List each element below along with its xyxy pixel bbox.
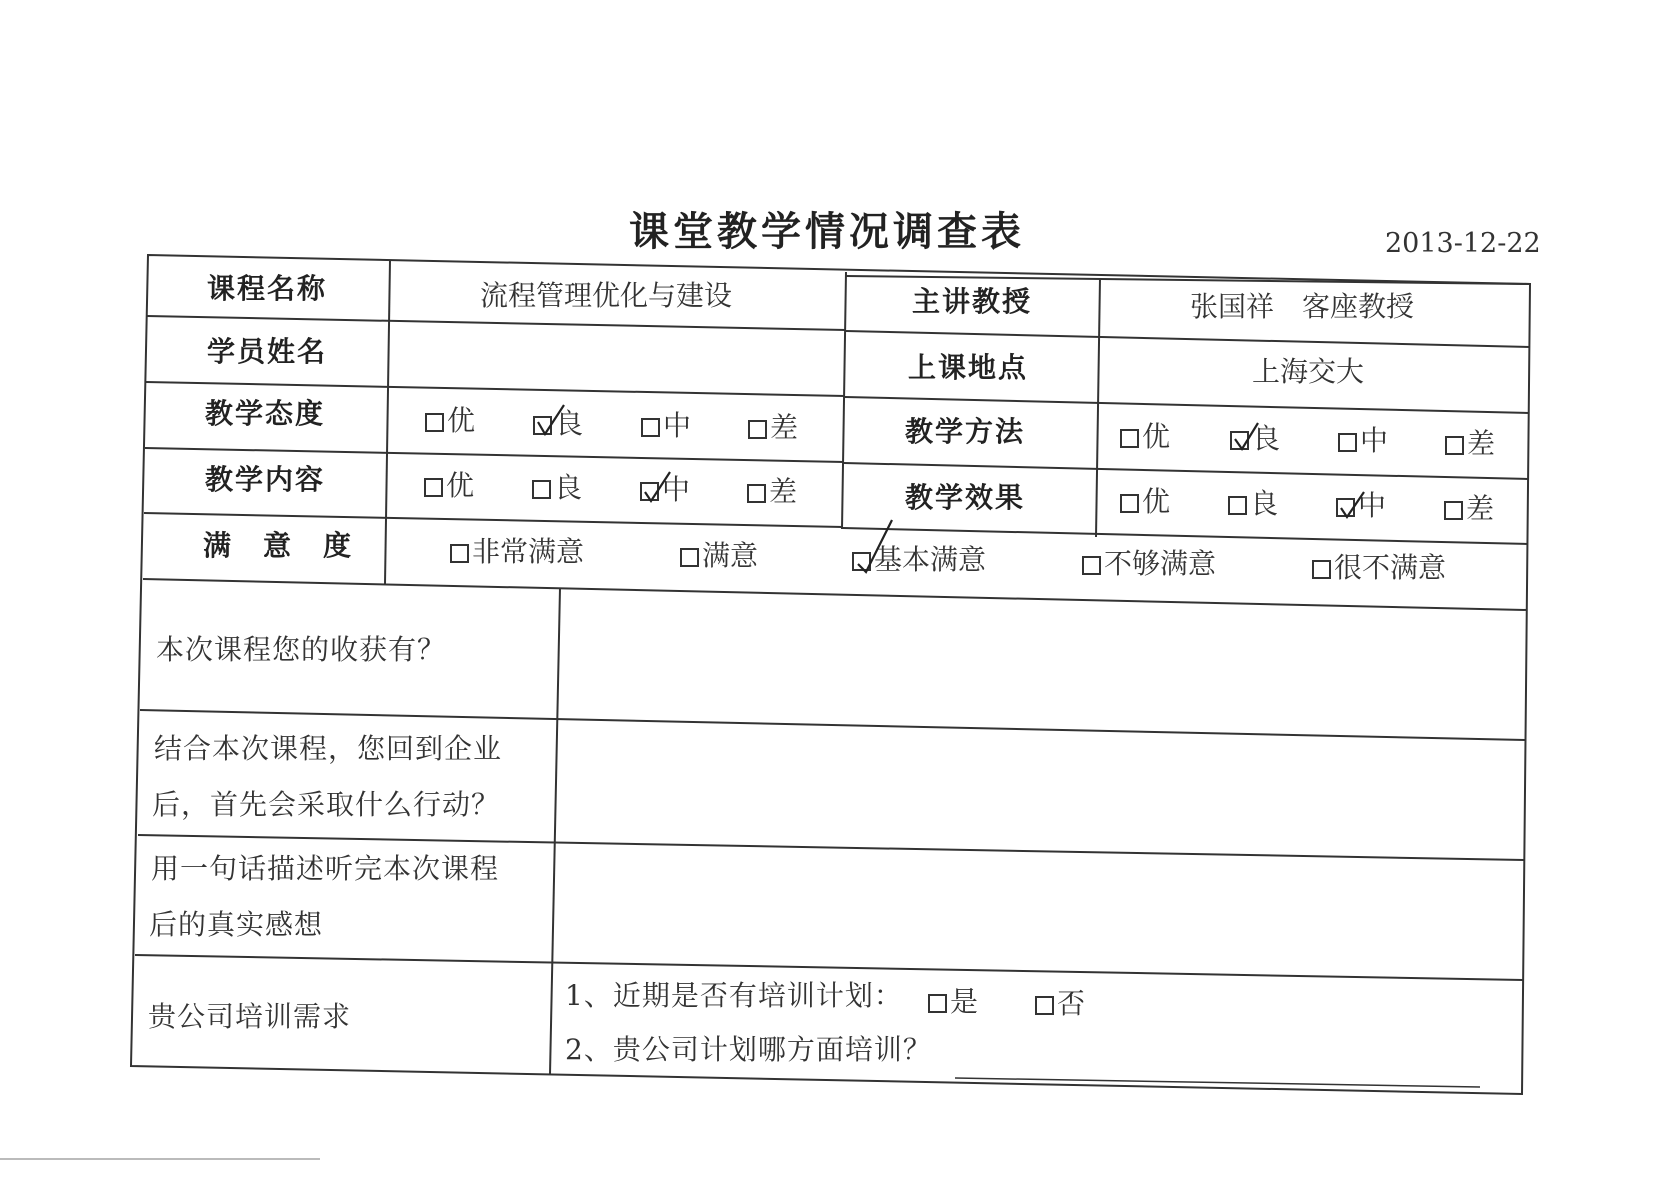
satisfaction-option-1[interactable]: 非常满意 <box>450 538 584 566</box>
effect-label: 教学效果 <box>905 481 1026 514</box>
checkbox-icon[interactable] <box>1445 436 1464 455</box>
form-title: 课堂教学情况调查表 <box>629 209 1025 255</box>
checked-checkbox-icon[interactable] <box>852 552 871 571</box>
method-option-1[interactable]: 优 <box>1120 423 1170 451</box>
effect-option-2[interactable]: 良 <box>1228 490 1278 518</box>
satisfaction-option-3[interactable]: 基本满意 <box>852 546 986 574</box>
checkmark-icon <box>537 404 567 440</box>
checkmark-icon <box>1340 486 1370 522</box>
checkbox-icon[interactable] <box>425 413 444 432</box>
method-option-3[interactable]: 中 <box>1338 427 1388 455</box>
location-value: 上海交大 <box>1252 355 1365 388</box>
training-item-2: 2、贵公司计划哪方面培训？ <box>565 1033 932 1066</box>
checked-checkbox-icon[interactable] <box>640 482 659 501</box>
lecturer-label: 主讲教授 <box>912 285 1033 318</box>
attitude-option-4[interactable]: 差 <box>748 414 798 442</box>
question-action-line1: 结合本次课程，您回到企业 <box>154 732 503 765</box>
question-action-line2: 后，首先会采取什么行动？ <box>152 788 501 821</box>
checkbox-icon[interactable] <box>1228 496 1247 515</box>
question-training: 贵公司培训需求 <box>148 1000 352 1033</box>
student-name-label: 学员姓名 <box>207 335 328 368</box>
method-option-2[interactable]: 良 <box>1230 425 1280 453</box>
checkbox-icon[interactable] <box>1312 560 1331 579</box>
checkbox-icon[interactable] <box>1338 433 1357 452</box>
checkbox-icon[interactable] <box>641 418 660 437</box>
checkbox-icon[interactable] <box>1082 556 1101 575</box>
course-name-value: 流程管理优化与建设 <box>480 279 733 312</box>
checkbox-icon[interactable] <box>424 478 443 497</box>
lecturer-value: 张国祥 客座教授 <box>1190 290 1415 323</box>
checkbox-icon[interactable] <box>1444 501 1463 520</box>
effect-option-3[interactable]: 中 <box>1336 492 1386 520</box>
method-option-4[interactable]: 差 <box>1445 430 1495 458</box>
checkbox-icon[interactable] <box>928 994 947 1013</box>
question-gains: 本次课程您的收获有？ <box>156 633 447 666</box>
training-item-1: 1、近期是否有培训计划： <box>565 979 903 1012</box>
effect-option-1[interactable]: 优 <box>1120 488 1170 516</box>
checkmark-icon <box>856 540 886 576</box>
checkbox-icon[interactable] <box>748 420 767 439</box>
content-option-3[interactable]: 中 <box>640 476 690 504</box>
checkbox-icon[interactable] <box>1120 494 1139 513</box>
satisfaction-option-2[interactable]: 满意 <box>680 542 758 570</box>
checkbox-icon[interactable] <box>680 548 699 567</box>
training-option-no[interactable]: 否 <box>1035 990 1085 1018</box>
question-feeling-line1: 用一句话描述听完本次课程 <box>151 852 500 885</box>
training-option-yes[interactable]: 是 <box>928 988 978 1016</box>
checked-checkbox-icon[interactable] <box>1336 498 1355 517</box>
attitude-option-2[interactable]: 良 <box>533 410 583 438</box>
checkbox-icon[interactable] <box>1035 996 1054 1015</box>
checkbox-icon[interactable] <box>532 480 551 499</box>
satisfaction-label: 满 意 度 <box>203 529 354 562</box>
checkbox-icon[interactable] <box>747 484 766 503</box>
content-option-4[interactable]: 差 <box>747 478 797 506</box>
content-option-1[interactable]: 优 <box>424 472 474 500</box>
attitude-option-3[interactable]: 中 <box>641 412 691 440</box>
checkmark-icon <box>644 470 674 506</box>
course-name-label: 课程名称 <box>207 272 328 305</box>
satisfaction-option-4[interactable]: 不够满意 <box>1082 550 1216 578</box>
method-label: 教学方法 <box>905 415 1026 448</box>
checkmark-icon <box>1234 419 1264 455</box>
checked-checkbox-icon[interactable] <box>533 416 552 435</box>
checked-checkbox-icon[interactable] <box>1230 431 1249 450</box>
location-label: 上课地点 <box>908 351 1029 384</box>
attitude-option-1[interactable]: 优 <box>425 407 475 435</box>
content-label: 教学内容 <box>205 463 326 496</box>
form-date: 2013-12-22 <box>1385 228 1541 259</box>
question-feeling-line2: 后的真实感想 <box>149 908 324 941</box>
checkbox-icon[interactable] <box>1120 429 1139 448</box>
effect-option-4[interactable]: 差 <box>1444 495 1494 523</box>
attitude-label: 教学态度 <box>205 397 326 430</box>
content-option-2[interactable]: 良 <box>532 474 582 502</box>
satisfaction-option-5[interactable]: 很不满意 <box>1312 554 1446 582</box>
scan-edge-mark <box>0 1158 320 1160</box>
checkbox-icon[interactable] <box>450 544 469 563</box>
